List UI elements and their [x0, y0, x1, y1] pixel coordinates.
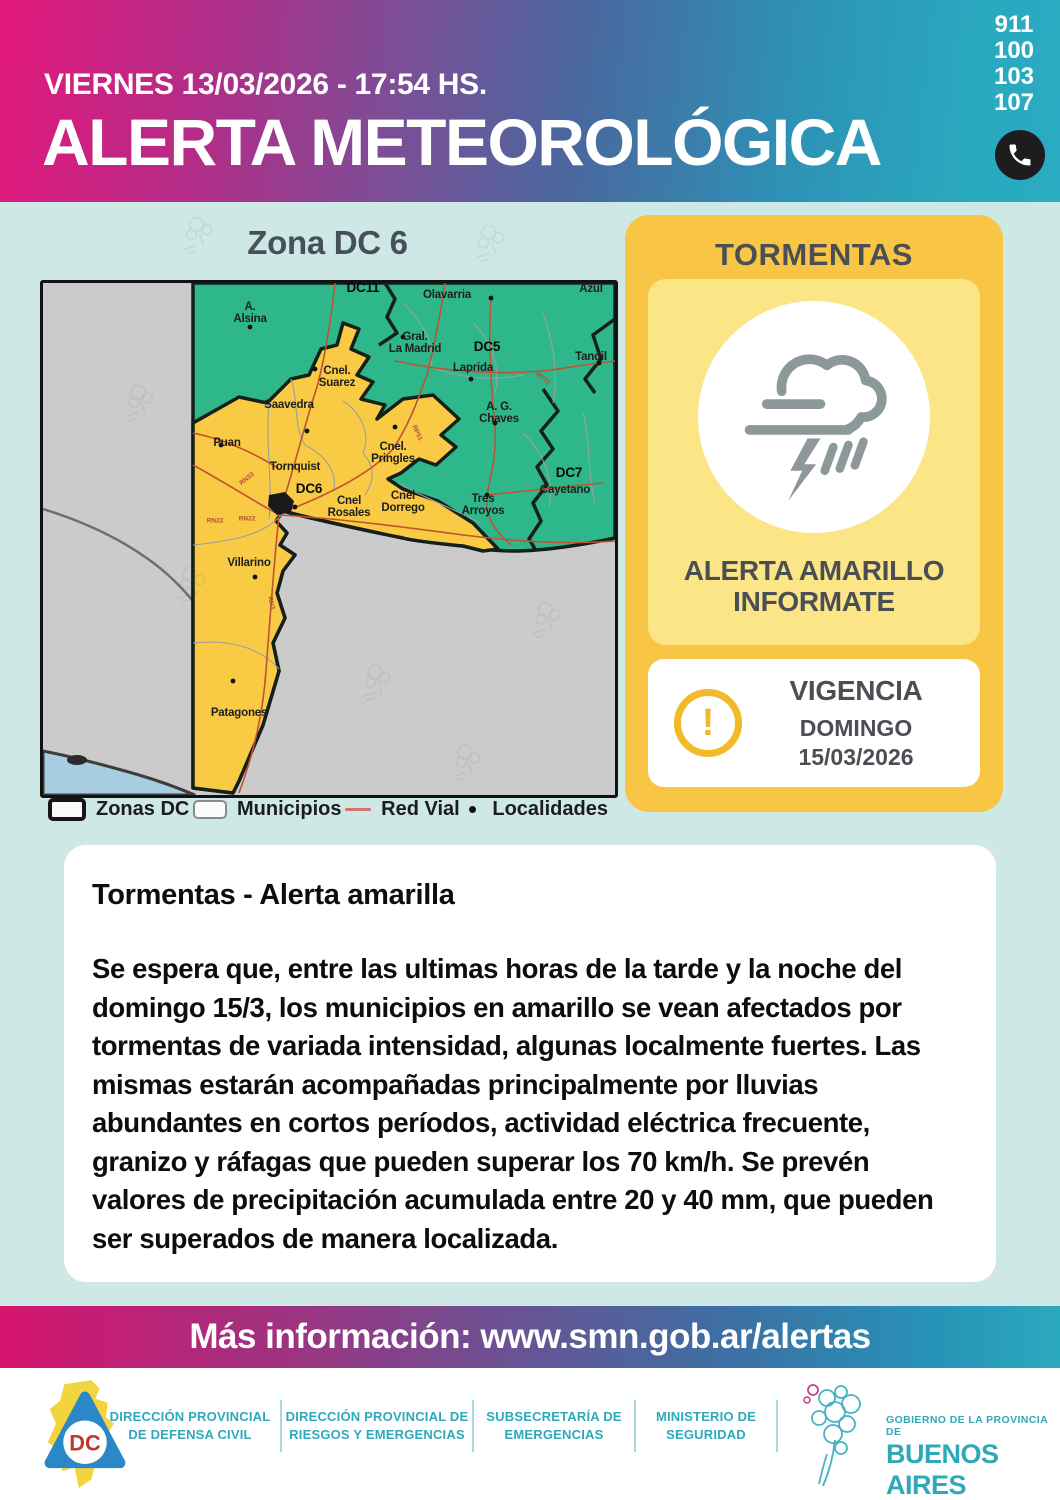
map-place-label: A. Alsina [233, 300, 267, 325]
alert-level-line2: INFORMATE [733, 586, 895, 618]
header-date: VIERNES 13/03/2026 - 17:54 HS. [44, 68, 487, 101]
legend-swatch-line [345, 808, 371, 811]
map-road-label: RP51 [410, 424, 424, 442]
vigencia-title: VIGENCIA [789, 675, 923, 706]
hazard-title: TORMENTAS [715, 237, 913, 272]
legend-item [345, 798, 460, 821]
map-place-label: Cnel Rosales [327, 494, 371, 519]
alert-description-box [64, 845, 996, 1282]
legend-swatch-zona [48, 798, 86, 821]
alert-panel [625, 215, 1003, 812]
dc-logo-text: DC [69, 1430, 101, 1456]
map-place-label: Tornquist [269, 460, 321, 473]
map-graphic [43, 280, 615, 795]
hazard-card [648, 279, 980, 645]
map-road-label: RN3 [266, 595, 276, 611]
map-road-label: RN33 [238, 471, 256, 487]
legend-label: Red Vial [381, 798, 460, 820]
footer-entity: DIRECCIÓN PROVINCIAL DE DEFENSA CIVIL [109, 1409, 271, 1442]
warning-exclamation-icon: ! [674, 689, 742, 757]
alert-description-body: Se espera que, entre las ultimas horas de la tarde y la noche del domingo 15/3, los municipios en amarillo se vean afectados por tormentas de variada intensidad, algunas localmente fuertes. Las mismas estarán acompañadas principalmente por lluvias abundantes en cortos períodos, actividad eléctrica frecuente, granizo y ráfagas que pueden superar los 70 km/h. Se prevén valores de precipitación acumulada entre 20 y 40 mm, que pueden ser superados de manera localizada. [92, 953, 934, 1254]
page-title: ALERTA METEOROLÓGICA [42, 105, 881, 179]
map-place-label: Cnel. Suarez [318, 364, 356, 389]
legend-label: Localidades [492, 798, 608, 820]
footer-entity: MINISTERIO DE SEGURIDAD [655, 1409, 757, 1442]
map-place-label: Patagones [210, 706, 268, 719]
alert-level [648, 555, 980, 618]
map-place-label: A. G. Chaves [479, 400, 519, 425]
emergency-number: 107 [993, 89, 1035, 116]
alert-description-heading: Tormentas - Alerta amarilla [92, 879, 455, 911]
emergency-number: 911 [994, 11, 1034, 38]
footer-entities [100, 1400, 778, 1452]
alert-zone-map [40, 280, 618, 798]
map-place-label: Gral. La Madrid [388, 330, 442, 355]
buenos-aires-province-logo [793, 1376, 877, 1494]
emergency-numbers [984, 12, 1044, 116]
map-place-label: DC6 [295, 480, 323, 496]
info-bar-text: Más información: www.smn.gob.ar/alertas [189, 1317, 871, 1356]
legend-label: Municipios [237, 798, 342, 820]
legend-swatch-muni [193, 800, 227, 819]
phone-icon [995, 130, 1045, 180]
map-legend [42, 798, 614, 821]
map-place-label: Tandil [575, 350, 607, 363]
map-place-label: Olavarria [422, 288, 472, 301]
legend-swatch-dot [469, 806, 476, 813]
map-place-label: Cnel. Pringles [371, 440, 415, 465]
government-line2: BUENOS AIRES [886, 1439, 999, 1500]
map-place-label: Cnel Dorrego [381, 489, 425, 514]
legend-item [463, 798, 608, 821]
map-place-label: DC7 [555, 464, 583, 480]
map-road-label: RN22 [206, 517, 224, 525]
map-place-label: Puan [213, 436, 241, 449]
legend-item [48, 798, 189, 821]
legend-label: Zonas DC [96, 798, 190, 820]
vigencia-day: DOMINGO [799, 715, 913, 741]
header-banner [0, 0, 1060, 202]
map-place-label: Villarino [227, 556, 271, 569]
government-wordmark [886, 1414, 1060, 1500]
zone-title: Zona DC 6 [247, 224, 408, 261]
vigencia-text [742, 675, 980, 771]
map-place-label: Laprida [452, 361, 494, 374]
map-place-label: Tres Arroyos [461, 492, 505, 517]
emergency-number: 103 [993, 63, 1035, 90]
footer-divider [776, 1400, 778, 1452]
vigencia-date: 15/03/2026 [798, 744, 914, 770]
map-place-label: DC11 [346, 280, 380, 295]
emergency-number: 100 [993, 37, 1035, 64]
footer-entity: SUBSECRETARÍA DE EMERGENCIAS [486, 1409, 622, 1442]
map-road-label: RN22 [238, 515, 256, 523]
footer [0, 1368, 1060, 1500]
government-line1: GOBIERNO DE LA PROVINCIA DE [886, 1414, 1048, 1438]
footer-entity: DIRECCIÓN PROVINCIAL DE RIESGOS Y EMERGENCIAS [285, 1409, 469, 1442]
info-bar [0, 1306, 1060, 1368]
alert-level-line1: ALERTA AMARILLO [683, 555, 945, 586]
map-place-label: Azul [579, 282, 603, 295]
map-place-label: Cayetano [539, 483, 591, 496]
map-road-label: RP72 [534, 371, 552, 387]
map-place-label: Saavedra [264, 398, 314, 411]
map-place-label: DC5 [473, 338, 501, 354]
storm-cloud-icon [698, 301, 930, 533]
vigencia-card [648, 659, 980, 787]
legend-item [193, 798, 341, 821]
